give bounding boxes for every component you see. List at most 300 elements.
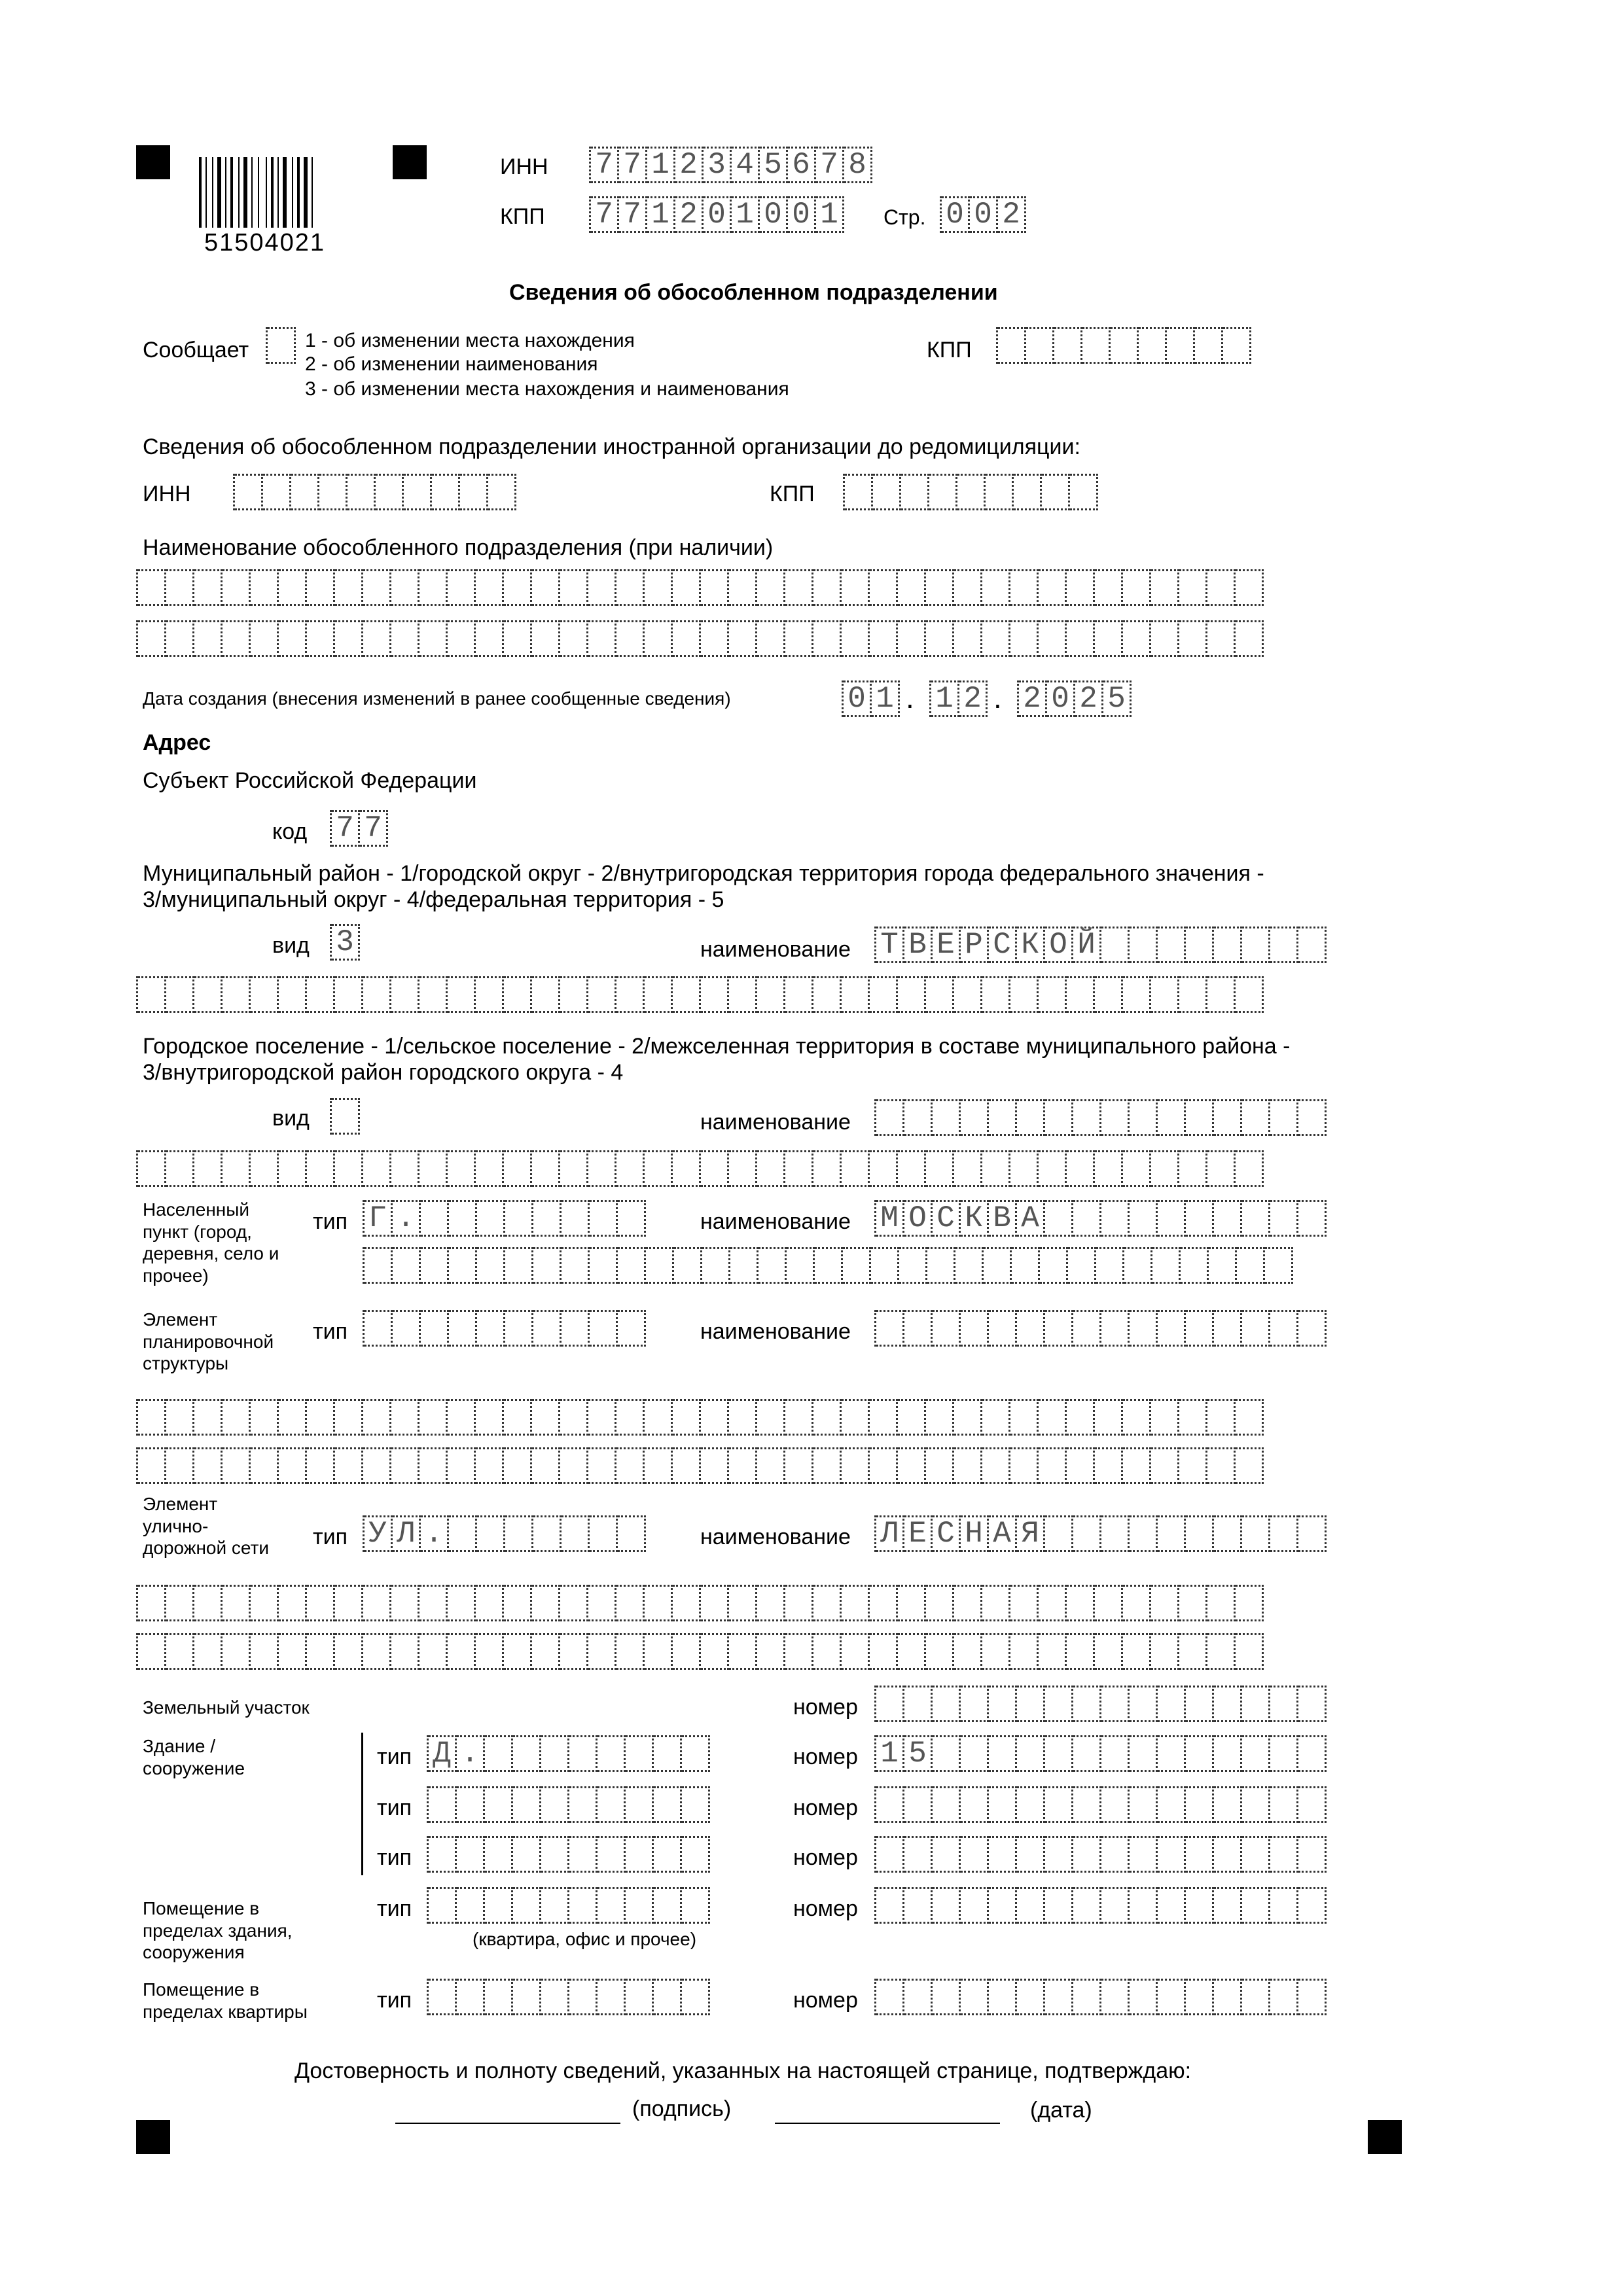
- signature-line[interactable]: [395, 2123, 620, 2124]
- char-cell[interactable]: [560, 1447, 588, 1484]
- char-cell[interactable]: [989, 1310, 1017, 1347]
- char-cell[interactable]: [1214, 1200, 1242, 1237]
- char-cell[interactable]: [1214, 1310, 1242, 1347]
- char-cell[interactable]: [1039, 1585, 1067, 1621]
- char-cell[interactable]: [532, 1399, 560, 1436]
- municipal-type-cell[interactable]: [330, 924, 360, 961]
- char-cell[interactable]: [560, 976, 588, 1013]
- char-cell[interactable]: [166, 1633, 194, 1670]
- char-cell[interactable]: [335, 1150, 363, 1187]
- char-cell[interactable]: [927, 1247, 955, 1284]
- char-cell[interactable]: [1070, 474, 1098, 510]
- char-cell[interactable]: [1236, 620, 1264, 657]
- char-cell[interactable]: [961, 1310, 989, 1347]
- char-cell[interactable]: [1130, 1200, 1158, 1237]
- char-cell[interactable]: [449, 1310, 477, 1347]
- name-cells-row-1[interactable]: [136, 569, 1264, 606]
- char-cell[interactable]: [291, 474, 319, 510]
- char-cell[interactable]: 7: [591, 196, 619, 233]
- char-cell[interactable]: [223, 1447, 251, 1484]
- char-cell[interactable]: [616, 1399, 645, 1436]
- char-cell[interactable]: [223, 1399, 251, 1436]
- char-cell[interactable]: [419, 620, 448, 657]
- char-cell[interactable]: [1214, 1887, 1242, 1924]
- char-cell[interactable]: [476, 620, 504, 657]
- char-cell[interactable]: [1186, 1735, 1214, 1772]
- char-cell[interactable]: [1179, 1633, 1207, 1670]
- char-cell[interactable]: 2: [675, 196, 704, 233]
- premises-building-number-cells[interactable]: [874, 1887, 1327, 1924]
- char-cell[interactable]: [251, 620, 279, 657]
- char-cell[interactable]: [504, 620, 532, 657]
- char-cell[interactable]: [898, 1585, 926, 1621]
- char-cell[interactable]: [682, 1979, 710, 2015]
- char-cell[interactable]: [138, 1399, 166, 1436]
- char-cell[interactable]: [876, 1786, 904, 1823]
- char-cell[interactable]: [419, 1447, 448, 1484]
- char-cell[interactable]: [1179, 1447, 1207, 1484]
- char-cell[interactable]: 3: [332, 924, 360, 961]
- char-cell[interactable]: [166, 1585, 194, 1621]
- char-cell[interactable]: [1067, 569, 1095, 606]
- char-cell[interactable]: [1039, 569, 1067, 606]
- char-cell[interactable]: [1045, 1735, 1073, 1772]
- char-cell[interactable]: [419, 569, 448, 606]
- char-cell[interactable]: [1010, 1150, 1039, 1187]
- char-cell[interactable]: [1039, 976, 1067, 1013]
- char-cell[interactable]: [590, 1200, 618, 1237]
- char-cell[interactable]: [989, 1735, 1017, 1772]
- char-cell[interactable]: [785, 1633, 813, 1670]
- inn-cells[interactable]: [589, 147, 872, 183]
- char-cell[interactable]: [448, 569, 476, 606]
- char-cell[interactable]: [1123, 976, 1151, 1013]
- char-cell[interactable]: [961, 1686, 989, 1722]
- char-cell[interactable]: [729, 976, 757, 1013]
- char-cell[interactable]: [729, 1633, 757, 1670]
- char-cell[interactable]: [961, 1887, 989, 1924]
- char-cell[interactable]: [1298, 1735, 1327, 1772]
- char-cell[interactable]: [1123, 1585, 1151, 1621]
- char-cell[interactable]: [1214, 1099, 1242, 1136]
- char-cell[interactable]: [1010, 1633, 1039, 1670]
- char-cell[interactable]: [842, 569, 870, 606]
- char-cell[interactable]: [785, 1150, 813, 1187]
- char-cell[interactable]: [279, 569, 307, 606]
- char-cell[interactable]: [757, 1633, 785, 1670]
- char-cell[interactable]: [1214, 1686, 1242, 1722]
- char-cell[interactable]: [729, 620, 757, 657]
- foreign-inn-cells[interactable]: [233, 474, 516, 510]
- char-cell[interactable]: [588, 620, 616, 657]
- char-cell[interactable]: [1101, 1099, 1130, 1136]
- char-cell[interactable]: [166, 569, 194, 606]
- char-cell[interactable]: 0: [760, 196, 788, 233]
- char-cell[interactable]: [279, 1447, 307, 1484]
- char-cell[interactable]: [560, 620, 588, 657]
- char-cell[interactable]: [279, 1399, 307, 1436]
- char-cell[interactable]: [541, 1836, 569, 1873]
- char-cell[interactable]: [933, 1887, 961, 1924]
- char-cell[interactable]: [363, 1585, 391, 1621]
- char-cell[interactable]: [504, 1399, 532, 1436]
- char-cell[interactable]: [1130, 1686, 1158, 1722]
- char-cell[interactable]: [376, 474, 404, 510]
- char-cell[interactable]: [421, 1200, 449, 1237]
- char-cell[interactable]: [449, 1200, 477, 1237]
- char-cell[interactable]: [533, 1310, 562, 1347]
- char-cell[interactable]: [363, 1633, 391, 1670]
- char-cell[interactable]: [933, 1686, 961, 1722]
- char-cell[interactable]: [1101, 1887, 1130, 1924]
- char-cell[interactable]: [1014, 474, 1042, 510]
- char-cell[interactable]: [194, 1633, 223, 1670]
- char-cell[interactable]: [1298, 1515, 1327, 1552]
- locality-name-cells[interactable]: [874, 1200, 1327, 1237]
- char-cell[interactable]: [785, 1585, 813, 1621]
- char-cell[interactable]: [645, 620, 673, 657]
- char-cell[interactable]: [1017, 1310, 1045, 1347]
- char-cell[interactable]: [541, 1887, 569, 1924]
- char-cell[interactable]: [421, 1310, 449, 1347]
- char-cell[interactable]: [904, 1979, 933, 2015]
- char-cell[interactable]: [876, 1979, 904, 2015]
- char-cell[interactable]: 5: [904, 1735, 933, 1772]
- char-cell[interactable]: [986, 474, 1014, 510]
- char-cell[interactable]: [729, 569, 757, 606]
- building-number-cells-1[interactable]: [874, 1735, 1327, 1772]
- planning-type-cells[interactable]: [363, 1310, 646, 1347]
- char-cell[interactable]: [1179, 1585, 1207, 1621]
- char-cell[interactable]: [982, 1150, 1010, 1187]
- char-cell[interactable]: 1: [647, 147, 675, 183]
- char-cell[interactable]: [1095, 569, 1123, 606]
- char-cell[interactable]: [758, 1247, 787, 1284]
- char-cell[interactable]: [1236, 1399, 1264, 1436]
- char-cell[interactable]: [419, 976, 448, 1013]
- char-cell[interactable]: [476, 1633, 504, 1670]
- char-cell[interactable]: [562, 1200, 590, 1237]
- char-cell[interactable]: [1010, 620, 1039, 657]
- char-cell[interactable]: 7: [360, 810, 388, 847]
- char-cell[interactable]: [597, 1979, 626, 2015]
- char-cell[interactable]: [757, 1150, 785, 1187]
- char-cell[interactable]: [757, 569, 785, 606]
- char-cell[interactable]: [1045, 1836, 1073, 1873]
- char-cell[interactable]: [194, 620, 223, 657]
- char-cell[interactable]: [1186, 1887, 1214, 1924]
- char-cell[interactable]: [194, 1585, 223, 1621]
- char-cell[interactable]: [926, 1150, 954, 1187]
- char-cell[interactable]: [1158, 1099, 1186, 1136]
- char-cell[interactable]: [701, 1447, 729, 1484]
- char-cell[interactable]: [673, 620, 701, 657]
- char-cell[interactable]: [1179, 1399, 1207, 1436]
- char-cell[interactable]: [569, 1735, 597, 1772]
- char-cell[interactable]: [618, 1247, 646, 1284]
- char-cell[interactable]: [1242, 1979, 1270, 2015]
- char-cell[interactable]: [1242, 1887, 1270, 1924]
- char-cell[interactable]: [904, 1099, 933, 1136]
- char-cell[interactable]: [1012, 1247, 1040, 1284]
- char-cell[interactable]: [961, 1099, 989, 1136]
- char-cell[interactable]: [560, 1150, 588, 1187]
- char-cell[interactable]: [701, 1585, 729, 1621]
- char-cell[interactable]: [1054, 327, 1082, 364]
- char-cell[interactable]: [1209, 1247, 1237, 1284]
- char-cell[interactable]: [870, 1150, 898, 1187]
- char-cell[interactable]: [674, 1247, 702, 1284]
- char-cell[interactable]: 2: [1019, 680, 1047, 717]
- char-cell[interactable]: [504, 1633, 532, 1670]
- char-cell[interactable]: [1270, 1735, 1298, 1772]
- char-cell[interactable]: [998, 327, 1026, 364]
- char-cell[interactable]: [1101, 1836, 1130, 1873]
- char-cell[interactable]: [673, 1150, 701, 1187]
- char-cell[interactable]: [982, 620, 1010, 657]
- char-cell[interactable]: Т: [876, 927, 904, 963]
- char-cell[interactable]: [457, 1786, 485, 1823]
- char-cell[interactable]: [1123, 569, 1151, 606]
- char-cell[interactable]: [1298, 1836, 1327, 1873]
- kpp-cells[interactable]: [589, 196, 844, 233]
- char-cell[interactable]: [562, 1310, 590, 1347]
- char-cell[interactable]: [757, 976, 785, 1013]
- char-cell[interactable]: [1017, 1686, 1045, 1722]
- char-cell[interactable]: [1095, 1585, 1123, 1621]
- char-cell[interactable]: [618, 1310, 646, 1347]
- char-cell[interactable]: [391, 1399, 419, 1436]
- char-cell[interactable]: [1130, 1836, 1158, 1873]
- char-cell[interactable]: [1039, 620, 1067, 657]
- char-cell[interactable]: [1298, 1200, 1327, 1237]
- char-cell[interactable]: [279, 1150, 307, 1187]
- char-cell[interactable]: [933, 1735, 961, 1772]
- char-cell[interactable]: [404, 474, 432, 510]
- char-cell[interactable]: [532, 1150, 560, 1187]
- char-cell[interactable]: [1158, 1515, 1186, 1552]
- land-number-cells[interactable]: [874, 1686, 1327, 1722]
- char-cell[interactable]: [1270, 1887, 1298, 1924]
- char-cell[interactable]: [1123, 1633, 1151, 1670]
- char-cell[interactable]: [870, 1447, 898, 1484]
- char-cell[interactable]: [1101, 1786, 1130, 1823]
- char-cell[interactable]: [1236, 1633, 1264, 1670]
- char-cell[interactable]: [1039, 1447, 1067, 1484]
- char-cell[interactable]: [871, 1247, 899, 1284]
- char-cell[interactable]: [279, 976, 307, 1013]
- char-cell[interactable]: [989, 1979, 1017, 2015]
- char-cell[interactable]: [1101, 1515, 1130, 1552]
- char-cell[interactable]: [701, 1399, 729, 1436]
- char-cell[interactable]: [1270, 1979, 1298, 2015]
- char-cell[interactable]: [1242, 1686, 1270, 1722]
- char-cell[interactable]: [448, 1447, 476, 1484]
- char-cell[interactable]: [616, 976, 645, 1013]
- char-cell[interactable]: [1298, 1786, 1327, 1823]
- char-cell[interactable]: Г: [365, 1200, 393, 1237]
- planning-name-cells[interactable]: [874, 1310, 1327, 1347]
- char-cell[interactable]: [485, 1735, 513, 1772]
- char-cell[interactable]: [1242, 1515, 1270, 1552]
- char-cell[interactable]: [393, 1247, 421, 1284]
- char-cell[interactable]: [505, 1247, 533, 1284]
- char-cell[interactable]: [335, 976, 363, 1013]
- char-cell[interactable]: [1298, 927, 1327, 963]
- char-cell[interactable]: [541, 1735, 569, 1772]
- char-cell[interactable]: [701, 620, 729, 657]
- char-cell[interactable]: [279, 1633, 307, 1670]
- char-cell[interactable]: [138, 976, 166, 1013]
- char-cell[interactable]: [251, 976, 279, 1013]
- char-cell[interactable]: [138, 569, 166, 606]
- char-cell[interactable]: [1067, 1399, 1095, 1436]
- char-cell[interactable]: [813, 1633, 842, 1670]
- char-cell[interactable]: [476, 569, 504, 606]
- char-cell[interactable]: [757, 620, 785, 657]
- char-cell[interactable]: [476, 1447, 504, 1484]
- char-cell[interactable]: [477, 1200, 505, 1237]
- char-cell[interactable]: [645, 1447, 673, 1484]
- char-cell[interactable]: [813, 620, 842, 657]
- char-cell[interactable]: [873, 474, 901, 510]
- char-cell[interactable]: [785, 1447, 813, 1484]
- char-cell[interactable]: [1270, 927, 1298, 963]
- char-cell[interactable]: [1179, 620, 1207, 657]
- char-cell[interactable]: В: [904, 927, 933, 963]
- char-cell[interactable]: [1195, 327, 1223, 364]
- planning-name-cells-row-3[interactable]: [136, 1447, 1264, 1484]
- char-cell[interactable]: [588, 1633, 616, 1670]
- char-cell[interactable]: [870, 620, 898, 657]
- char-cell[interactable]: [363, 1447, 391, 1484]
- char-cell[interactable]: [1139, 327, 1167, 364]
- char-cell[interactable]: [1158, 1200, 1186, 1237]
- char-cell[interactable]: [1270, 1200, 1298, 1237]
- char-cell[interactable]: [982, 1633, 1010, 1670]
- char-cell[interactable]: [926, 620, 954, 657]
- char-cell[interactable]: [166, 620, 194, 657]
- char-cell[interactable]: 0: [704, 196, 732, 233]
- char-cell[interactable]: [391, 620, 419, 657]
- char-cell[interactable]: [391, 1633, 419, 1670]
- char-cell[interactable]: [616, 569, 645, 606]
- char-cell[interactable]: [1073, 1515, 1101, 1552]
- char-cell[interactable]: [1167, 327, 1195, 364]
- char-cell[interactable]: [1151, 1633, 1179, 1670]
- char-cell[interactable]: [597, 1836, 626, 1873]
- char-cell[interactable]: [901, 474, 929, 510]
- char-cell[interactable]: [989, 1887, 1017, 1924]
- char-cell[interactable]: [432, 474, 460, 510]
- char-cell[interactable]: [1152, 1247, 1181, 1284]
- char-cell[interactable]: [332, 1098, 360, 1135]
- char-cell[interactable]: [251, 1399, 279, 1436]
- char-cell[interactable]: О: [1045, 927, 1073, 963]
- char-cell[interactable]: [533, 1200, 562, 1237]
- char-cell[interactable]: [1236, 1150, 1264, 1187]
- char-cell[interactable]: [138, 1633, 166, 1670]
- char-cell[interactable]: [1095, 1633, 1123, 1670]
- char-cell[interactable]: [448, 1150, 476, 1187]
- char-cell[interactable]: [138, 620, 166, 657]
- char-cell[interactable]: [785, 620, 813, 657]
- char-cell[interactable]: [457, 1836, 485, 1873]
- char-cell[interactable]: [429, 1979, 457, 2015]
- char-cell[interactable]: С: [989, 927, 1017, 963]
- char-cell[interactable]: 2: [998, 196, 1026, 233]
- char-cell[interactable]: [1095, 1447, 1123, 1484]
- char-cell[interactable]: [982, 976, 1010, 1013]
- char-cell[interactable]: [1242, 1310, 1270, 1347]
- char-cell[interactable]: [1179, 569, 1207, 606]
- char-cell[interactable]: [673, 1447, 701, 1484]
- char-cell[interactable]: 4: [732, 147, 760, 183]
- char-cell[interactable]: [954, 569, 982, 606]
- char-cell[interactable]: [673, 976, 701, 1013]
- char-cell[interactable]: [785, 569, 813, 606]
- char-cell[interactable]: В: [989, 1200, 1017, 1237]
- date-year-cells[interactable]: [1017, 680, 1132, 717]
- char-cell[interactable]: [391, 569, 419, 606]
- char-cell[interactable]: [448, 1399, 476, 1436]
- char-cell[interactable]: [1214, 1836, 1242, 1873]
- char-cell[interactable]: [562, 1247, 590, 1284]
- char-cell[interactable]: [138, 1585, 166, 1621]
- char-cell[interactable]: [1207, 1585, 1236, 1621]
- char-cell[interactable]: [476, 1150, 504, 1187]
- char-cell[interactable]: [504, 976, 532, 1013]
- char-cell[interactable]: [618, 1515, 646, 1552]
- char-cell[interactable]: [813, 1150, 842, 1187]
- char-cell[interactable]: [898, 620, 926, 657]
- char-cell[interactable]: [1039, 1150, 1067, 1187]
- char-cell[interactable]: [263, 474, 291, 510]
- char-cell[interactable]: Л: [876, 1515, 904, 1552]
- char-cell[interactable]: [926, 569, 954, 606]
- char-cell[interactable]: [223, 1150, 251, 1187]
- char-cell[interactable]: [251, 1447, 279, 1484]
- char-cell[interactable]: [954, 620, 982, 657]
- char-cell[interactable]: [588, 1399, 616, 1436]
- char-cell[interactable]: А: [1017, 1200, 1045, 1237]
- char-cell[interactable]: [904, 1786, 933, 1823]
- char-cell[interactable]: [961, 1979, 989, 2015]
- municipal-name-cells[interactable]: [874, 927, 1327, 963]
- char-cell[interactable]: [1017, 1887, 1045, 1924]
- char-cell[interactable]: [1017, 1979, 1045, 2015]
- char-cell[interactable]: [505, 1515, 533, 1552]
- char-cell[interactable]: [419, 1150, 448, 1187]
- char-cell[interactable]: 7: [619, 196, 647, 233]
- char-cell[interactable]: [335, 1585, 363, 1621]
- char-cell[interactable]: [1010, 1585, 1039, 1621]
- char-cell[interactable]: [926, 976, 954, 1013]
- char-cell[interactable]: [363, 976, 391, 1013]
- char-cell[interactable]: [166, 1447, 194, 1484]
- char-cell[interactable]: Е: [904, 1515, 933, 1552]
- char-cell[interactable]: [307, 1633, 335, 1670]
- char-cell[interactable]: [391, 1585, 419, 1621]
- char-cell[interactable]: [961, 1786, 989, 1823]
- char-cell[interactable]: [1130, 1979, 1158, 2015]
- char-cell[interactable]: [1039, 1633, 1067, 1670]
- char-cell[interactable]: [477, 1310, 505, 1347]
- char-cell[interactable]: [307, 1585, 335, 1621]
- char-cell[interactable]: [1207, 1150, 1236, 1187]
- char-cell[interactable]: [485, 1786, 513, 1823]
- char-cell[interactable]: [729, 1585, 757, 1621]
